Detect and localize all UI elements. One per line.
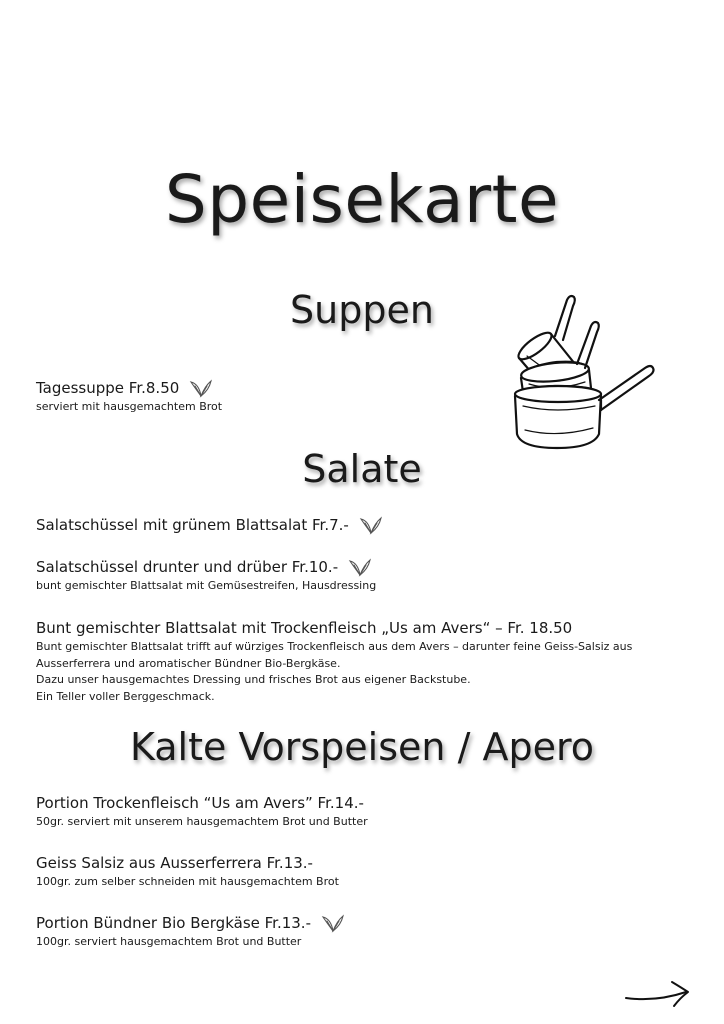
menu-item-tagessuppe: [36, 378, 686, 415]
menu-item-trockenfleisch: [36, 793, 686, 830]
item-name-row: [36, 618, 686, 638]
leaf-icon: [348, 557, 372, 577]
item-description: 100gr. zum selber schneiden mit hausgemachtem Brot: [36, 875, 339, 888]
pots-icon: [505, 288, 660, 453]
page-title: Speisekarte: [164, 161, 560, 238]
menu-item-salatschuessel-drunter: [36, 557, 686, 594]
item-name-row: [36, 793, 686, 813]
menu-item-salatschuessel-gruen: [36, 515, 686, 535]
item-name-row: [36, 557, 686, 577]
leaf-icon: [321, 913, 345, 933]
description-line: Dazu unser hausgemachtes Dressing und frisches Brot aus eigener Backstube.: [36, 673, 471, 686]
item-name-row: [36, 515, 686, 535]
item-name: Geiss Salsiz aus Ausserferrera Fr.13.-: [36, 854, 313, 872]
item-description: [36, 639, 686, 705]
description-line: Ein Teller voller Berggeschmack.: [36, 689, 215, 703]
item-name: Tagessuppe Fr.8.50: [36, 379, 180, 397]
leaf-icon: [189, 378, 213, 398]
item-name: Portion Trockenfleisch “Us am Avers” Fr.14.-: [36, 794, 364, 812]
item-name: Salatschüssel drunter und drüber Fr.10.-: [36, 558, 339, 576]
item-name-row: [36, 853, 686, 873]
item-description: 50gr. serviert mit unserem hausgemachtem Brot und Butter: [36, 815, 368, 828]
item-name: Bunt gemischter Blattsalat mit Trockenfleisch „Us am Avers“ – Fr. 18.50: [36, 619, 573, 637]
item-name-row: [36, 913, 686, 933]
item-description: bunt gemischter Blattsalat mit Gemüsestreifen, Hausdressing: [36, 579, 377, 592]
item-name: Portion Bündner Bio Bergkäse Fr.13.-: [36, 914, 311, 932]
item-description: serviert mit hausgemachtem Brot: [36, 400, 223, 413]
menu-item-blattsalat-trockenfleisch: [36, 618, 686, 705]
description-line: Ausserferrera und aromatischer Bündner Bio-Bergkäse.: [36, 656, 341, 670]
item-description: 100gr. serviert hausgemachtem Brot und Butter: [36, 935, 302, 948]
leaf-icon: [359, 515, 383, 535]
item-name: Salatschüssel mit grünem Blattsalat Fr.7.-: [36, 516, 349, 534]
menu-item-geiss-salsiz: [36, 853, 686, 890]
description-line: Bunt gemischter Blattsalat trifft auf würziges Trockenfleisch aus dem Avers – darunter feine Geiss-Salsiz aus: [36, 640, 633, 653]
item-name-row: [36, 378, 686, 398]
section-title-kalte-vorspeisen: Kalte Vorspeisen / Apero: [130, 725, 594, 769]
section-title-salate: Salate: [302, 447, 422, 491]
menu-item-bergkaese: [36, 913, 686, 950]
section-title-suppen: Suppen: [290, 288, 434, 332]
arrow-right-icon[interactable]: [622, 976, 694, 1012]
